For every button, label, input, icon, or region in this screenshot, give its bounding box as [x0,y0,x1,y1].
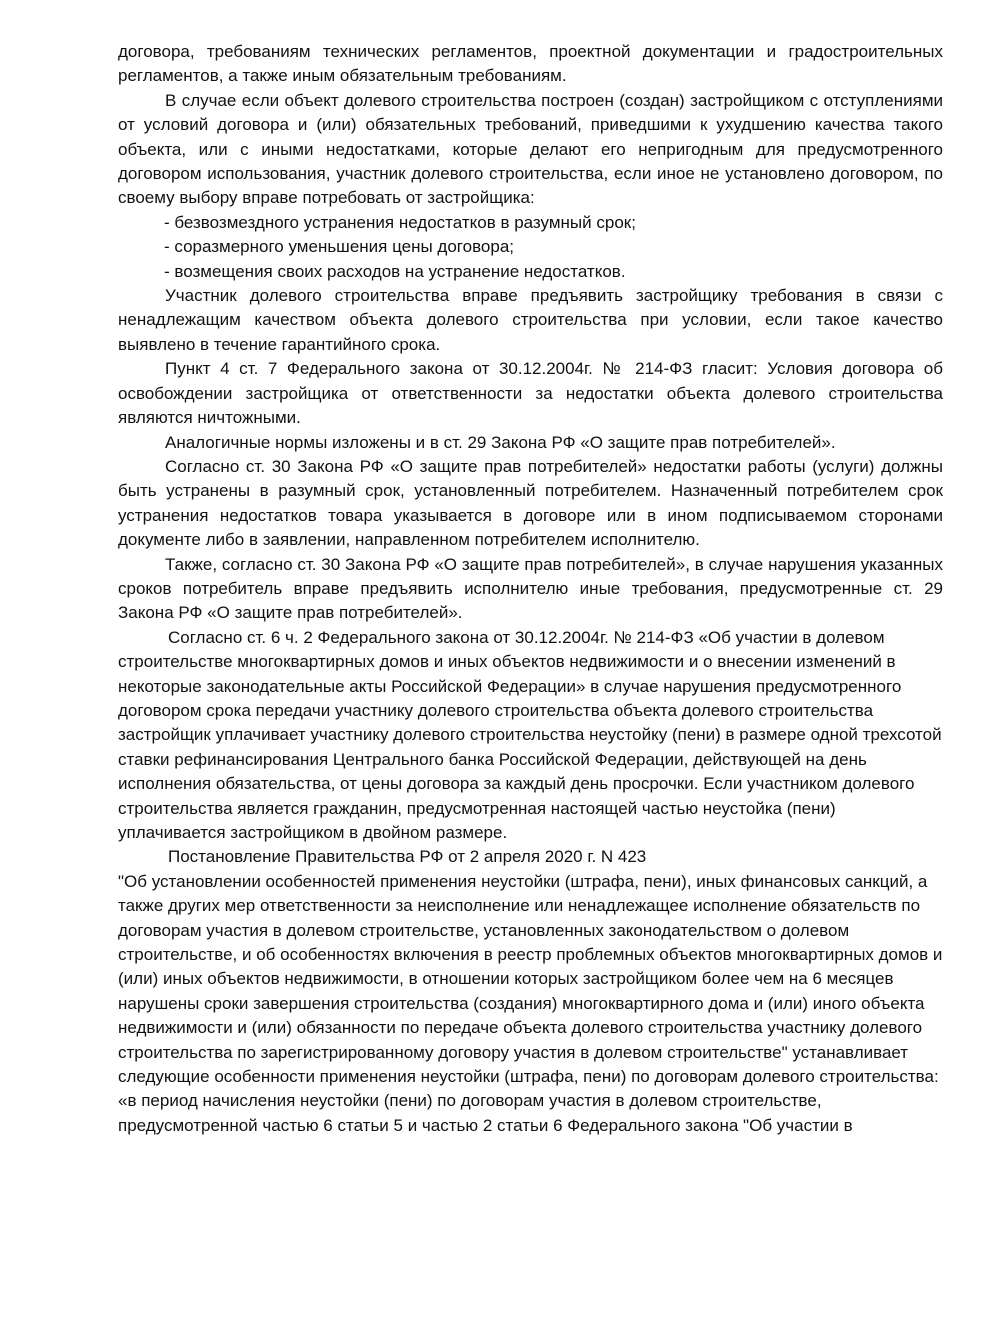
list-item-free-repair: - безвозмездного устранения недостатков в разумный срок; [164,212,636,232]
document-page [118,40,943,1138]
paragraph-article-30-deadlines: Также, согласно ст. 30 Закона РФ «О защите прав потребителей», в случае нарушения указанных сроков потребитель вправе предъявить исполнителю иные требования, предусмотренные ст. 29 Закона РФ «О защите прав потребителей». [118,554,943,623]
paragraph-resolution-text: "Об установлении особенностей применения неустойки (штрафа, пени), иных финансовых санкций, а также других мер ответственности за неисполнение или ненадлежащее исполнение обязательств по договорам участия в долевом строительстве, установленных законодательством о долевом строительстве, и об особенностях включения в реестр проблемных объектов многоквартирных домов и (или) иных объектов недвижимости, в отношении которых застройщиком более чем на 6 месяцев нарушены сроки завершения строительства (создания) многоквартирного дома и (или) иного объекта недвижимости и (или) обязанности по передаче объекта долевого строительства участнику долевого строительства по зарегистрированному договору участия в долевом строительстве" устанавливает следующие особенности применения неустойки (штрафа, пени) по договорам долевого строительства: [118,871,943,1087]
paragraph-defects-rights: В случае если объект долевого строительства построен (создан) застройщиком с отступлениями от условий договора и (или) обязательных требований, приведшими к ухудшению качества такого объекта, или с иными недостатками, которые делают его непригодным для предусмотренного договором использования, участник долевого строительства, если иное не установлено договором, по своему выбору вправе потребовать от застройщика: [118,90,943,208]
paragraph-resolution-title: Постановление Правительства РФ от 2 апреля 2020 г. N 423 [168,847,647,867]
list-item-expense-refund: - возмещения своих расходов на устранение недостатков. [164,261,626,281]
paragraph-article-7: Пункт 4 ст. 7 Федерального закона от 30.12.2004г. № 214-ФЗ гласит: Условия договора об освобождении застройщика от ответственности за недостатки объекта долевого строительства являются ничтожными. [118,359,943,428]
paragraph-article-29: Аналогичные нормы изложены и в ст. 29 Закона РФ «О защите прав потребителей». [165,432,836,452]
paragraph-article-30: Согласно ст. 30 Закона РФ «О защите прав потребителей» недостатки работы (услуги) должны быть устранены в разумный срок, установленный потребителем. Назначенный потребителем срок устранения недостатков товара указывается в договоре или в ином подписываемом сторонами документе либо в заявлении, направленном потребителем исполнителю. [118,456,943,550]
paragraph-article-6-penalty: Согласно ст. 6 ч. 2 Федерального закона от 30.12.2004г. № 214-ФЗ «Об участии в долевом строительстве многоквартирных домов и иных объектов недвижимости и о внесении изменений в некоторые законодательные акты Российской Федерации» в случае нарушения предусмотренного договором срока передачи участнику долевого строительства объекта долевого строительства застройщик уплачивает участнику долевого строительства неустойку (пени) в размере одной трехсотой ставки рефинансирования Центрального банка Российской Федерации, действующей на день исполнения обязательства, от цены договора за каждый день просрочки. Если участником долевого строительства является гражданин, предусмотренная настоящей частью неустойка (пени) уплачивается застройщиком в двойном размере. [118,627,942,842]
paragraph-warranty-period: Участник долевого строительства вправе предъявить застройщику требования в связи с ненадлежащим качеством объекта долевого строительства при условии, если такое качество выявлено в течение гарантийного срока. [118,286,943,354]
list-item-price-reduction: - соразмерного уменьшения цены договора; [164,237,515,257]
paragraph-contract-requirements: договора, требованиям технических регламентов, проектной документации и градостроительных регламентов, а также иным обязательным требованиям. [118,42,943,86]
paragraph-penalty-period: «в период начисления неустойки (пени) по договорам участия в долевом строительстве, предусмотренной частью 6 статьи 5 и частью 2 статьи 6 Федерального закона "Об участии в [118,1091,853,1135]
